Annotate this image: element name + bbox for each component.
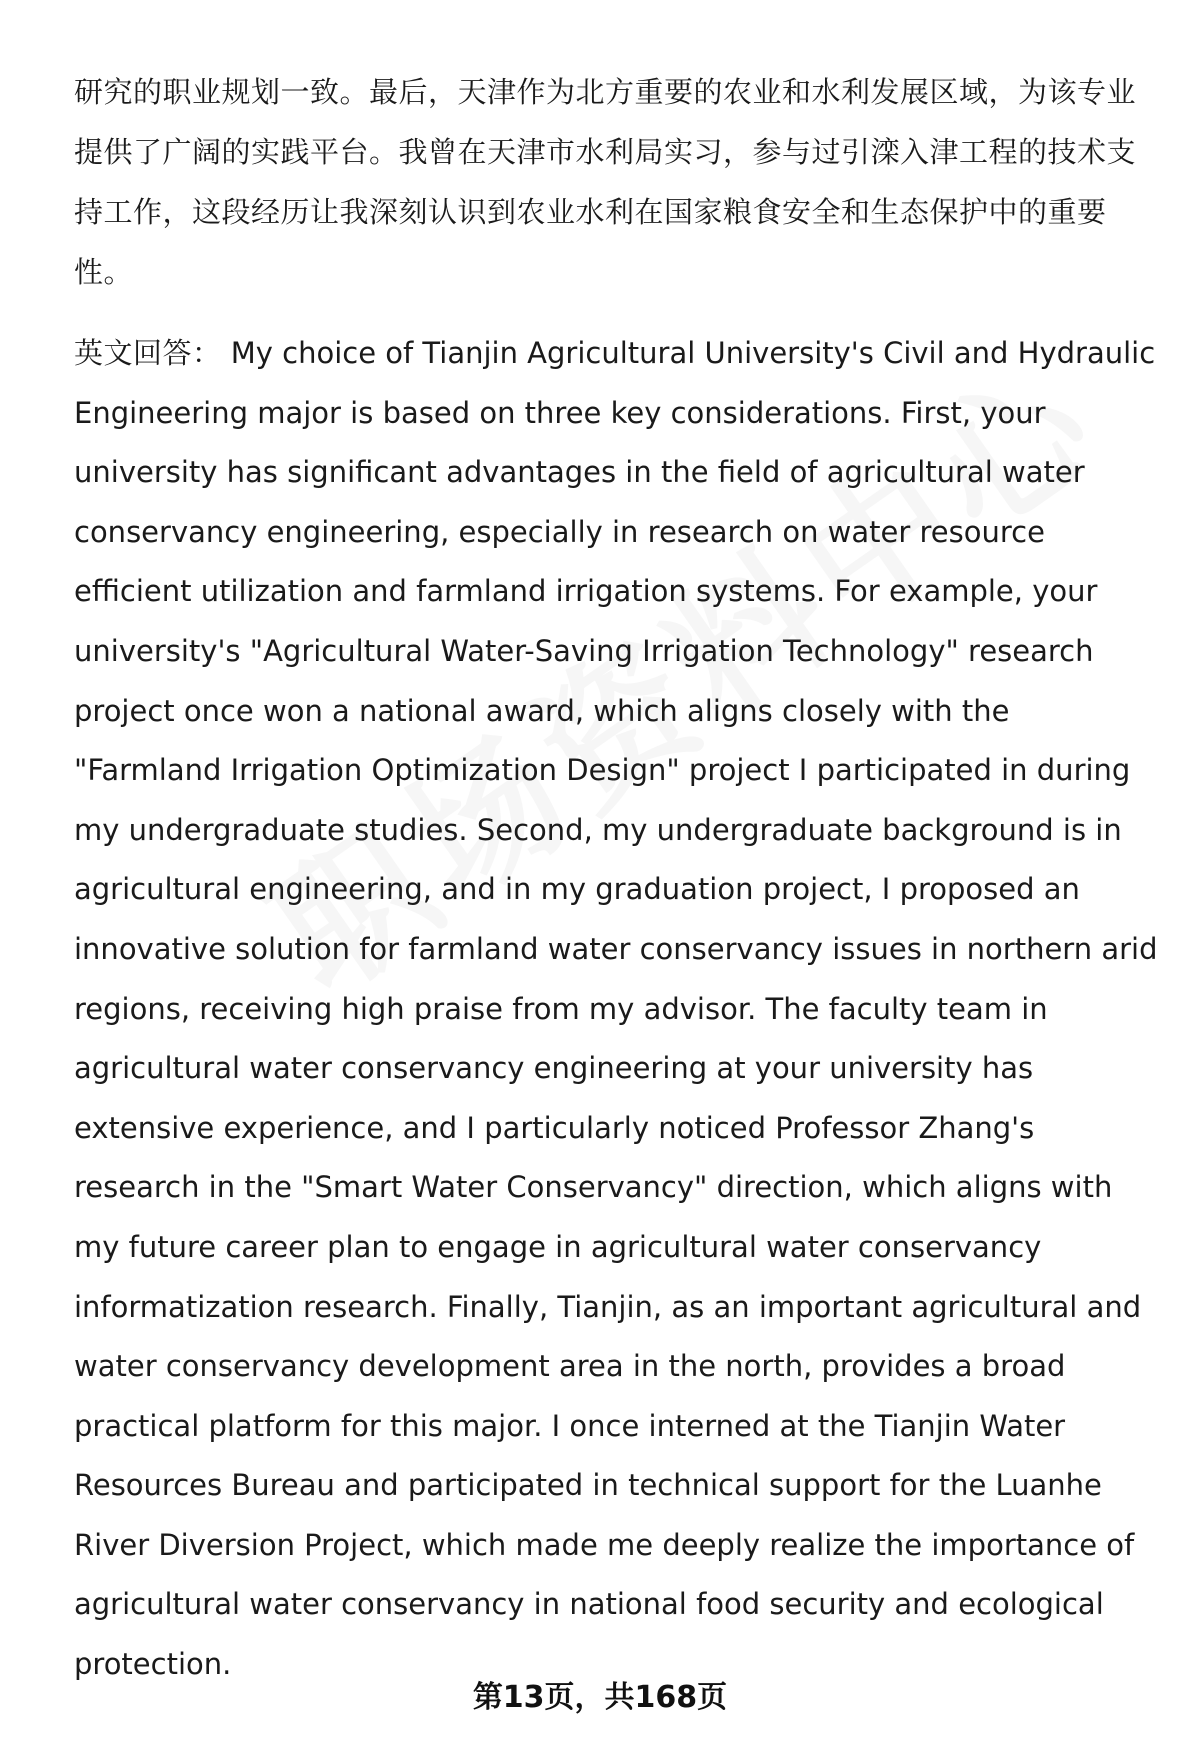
english-answer-label: 英文回答： <box>74 336 222 370</box>
document-body <box>74 62 1164 1695</box>
english-answer-paragraph <box>74 324 1164 1695</box>
english-answer-text: My choice of Tianjin Agricultural University's Civil and Hydraulic Engineering major is based on three key considerations. First, your university has significant advantages in the field of agricultural water conservancy engineering, especially in research on water resource efficient utilization and farmland irrigation systems. For example, your university's "Agricultural Water-Saving Irrigation Technology" research project once won a national award, which aligns closely with the "Farmland Irrigation Optimization Design" project I participated in during my undergraduate studies. Second, my undergraduate background is in agricultural engineering, and in my graduation project, I proposed an innovative solution for farmland water conservancy issues in northern arid regions, receiving high praise from my advisor. The faculty team in agricultural water conservancy engineering at your university has extensive experience, and I particularly noticed Professor Zhang's research in the "Smart Water Conservancy" direction, which aligns with my future career plan to engage in agricultural water conservancy informatization research. Finally, Tianjin, as an important agricultural and water conservancy development area in the north, provides a broad practical platform for this major. I once interned at the Tianjin Water Resources Bureau and participated in technical support for the Luanhe River Diversion Project, which made me deeply realize the importance of agricultural water conservancy in national food security and ecological protection. <box>74 336 1158 1682</box>
chinese-paragraph: 研究的职业规划一致。最后，天津作为北方重要的农业和水利发展区域，为该专业提供了广阔的实践平台。我曾在天津市水利局实习，参与过引滦入津工程的技术支持工作，这段经历让我深刻认识到农业水利在国家粮食安全和生态保护中的重要性。 <box>74 75 1137 289</box>
page-number: 第13页，共168页 <box>472 1680 728 1715</box>
